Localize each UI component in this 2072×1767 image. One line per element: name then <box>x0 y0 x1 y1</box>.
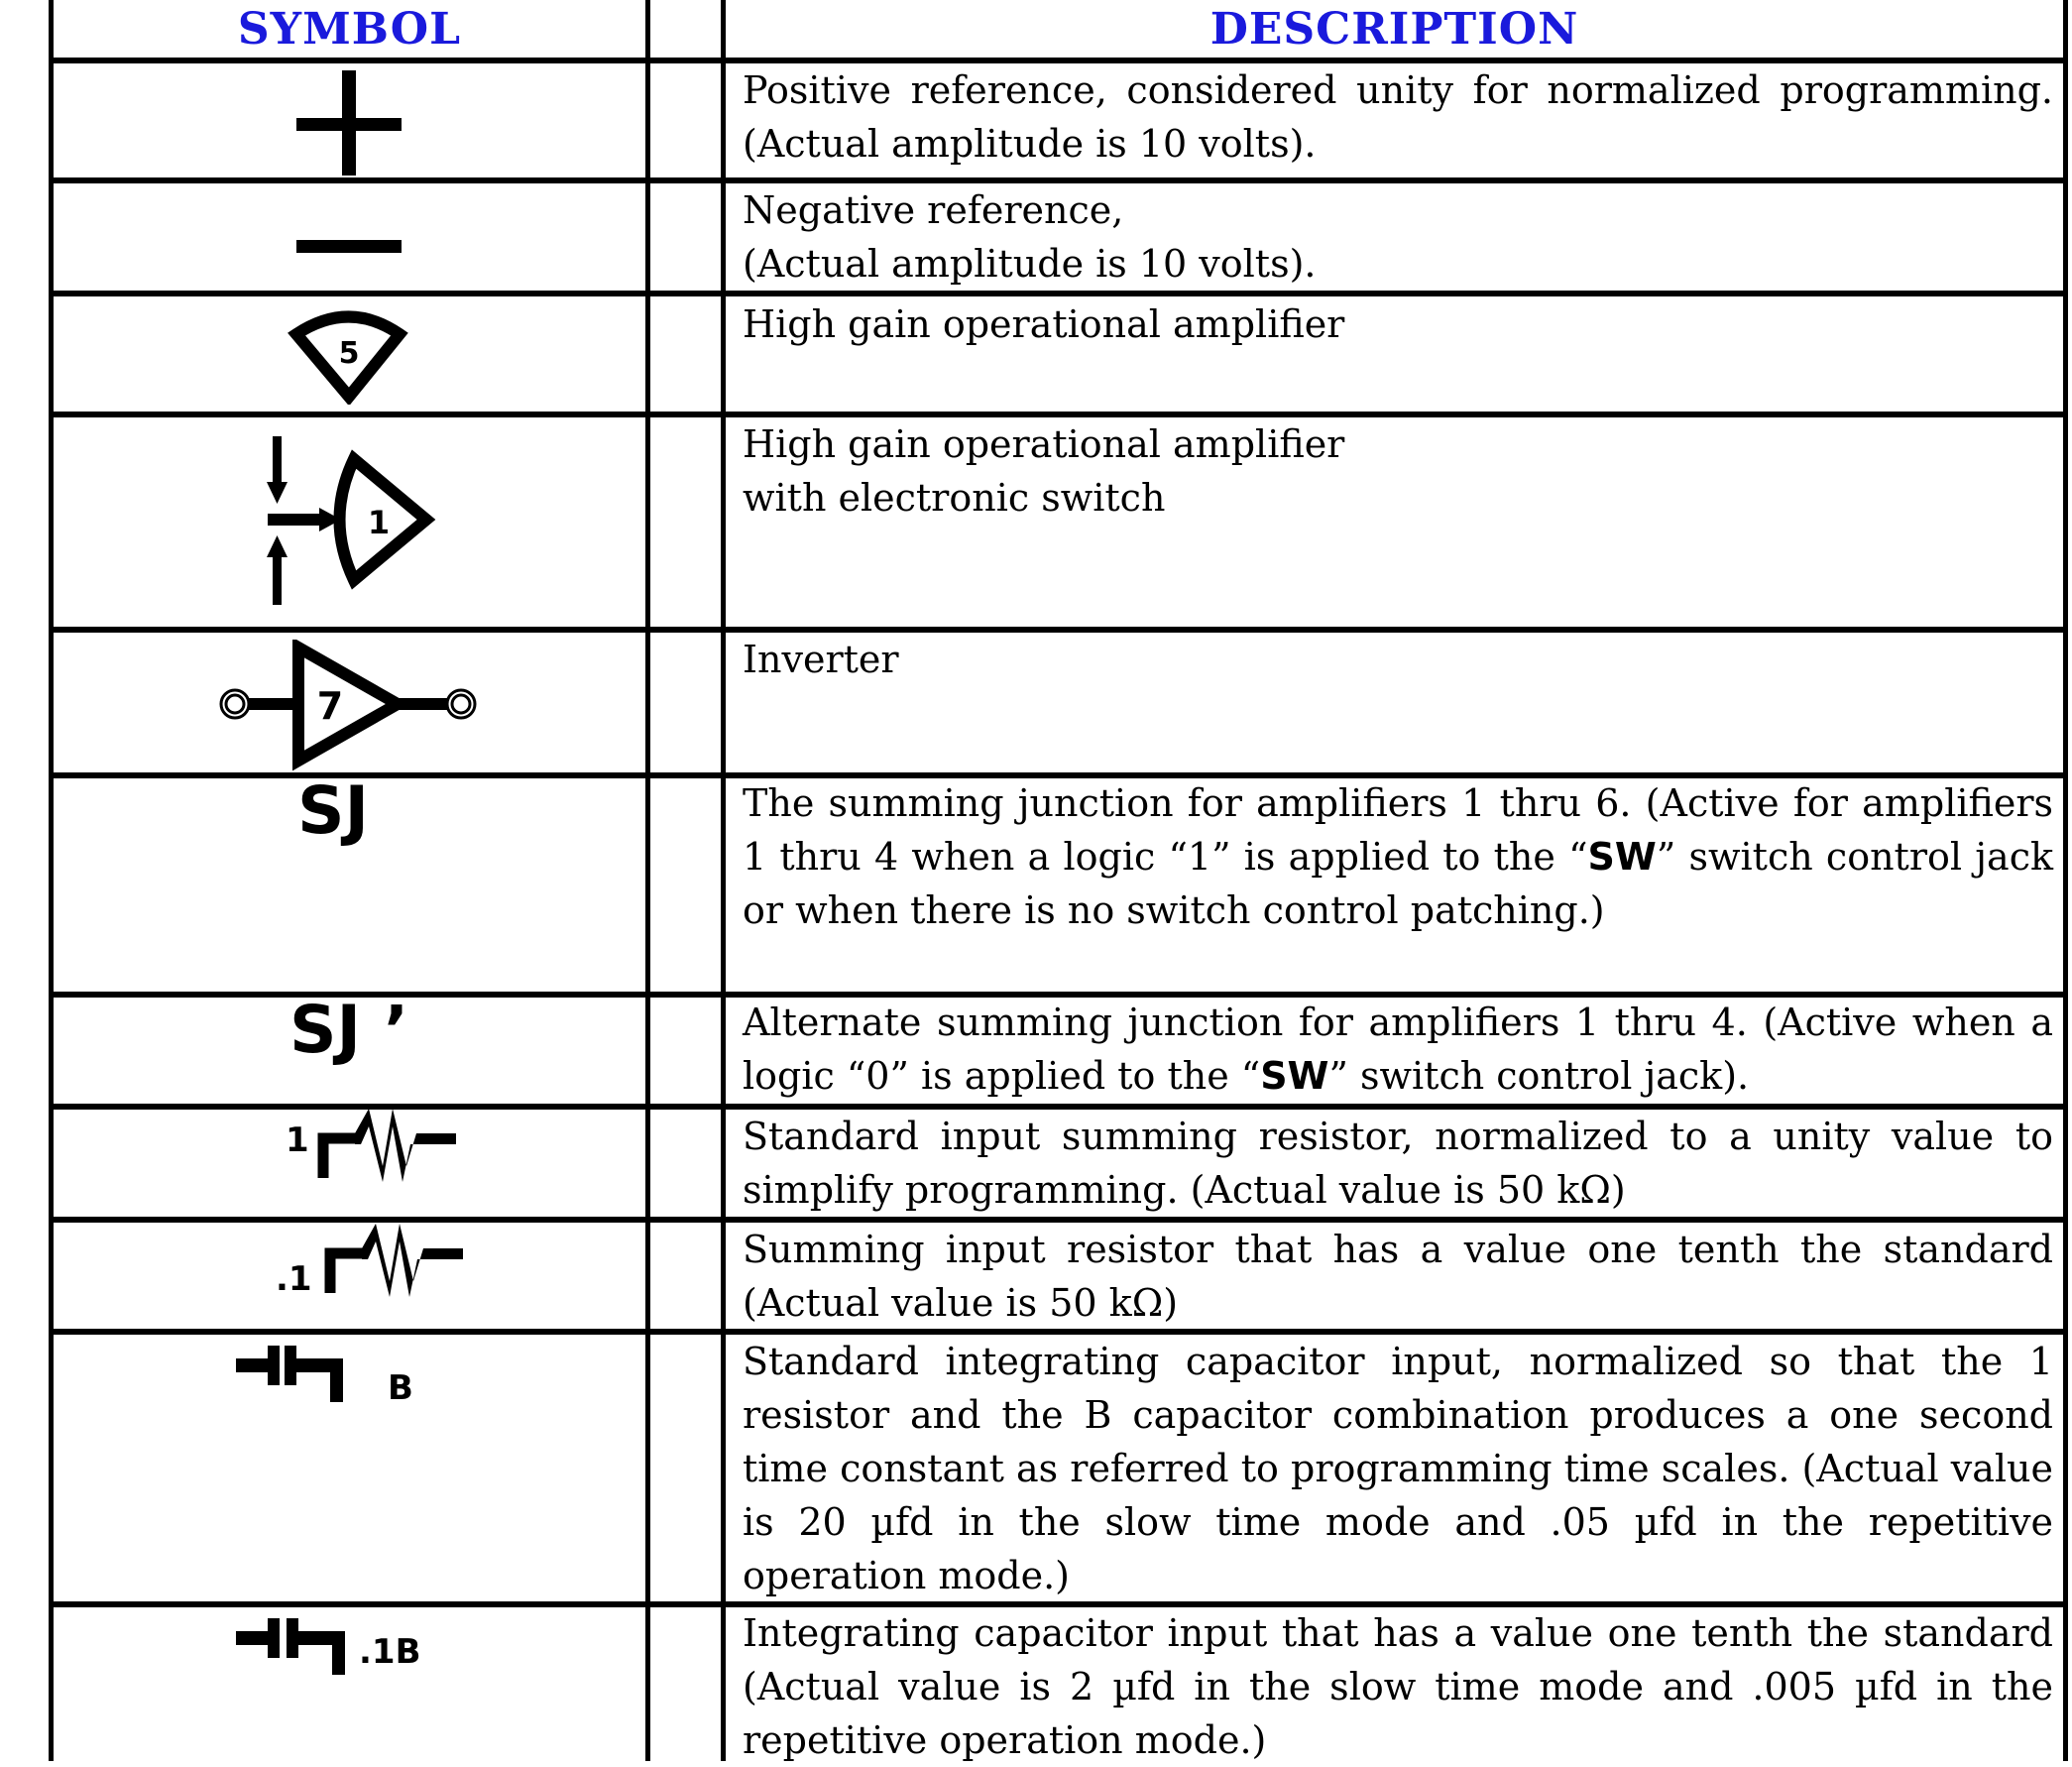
row-description: Standard integrating capacitor input, normalized so that the 1 resistor and the B capacitor combination produces a one second time constant as referred to programming time scales. (Actual value is 20 µfd in the slow time mode and .05 µfd in the repetitive operation mode.) <box>743 1340 2053 1597</box>
summing-junction-symbol: SJ <box>297 772 370 849</box>
capacitor-icon <box>234 1616 353 1686</box>
row-description <box>743 776 2053 937</box>
resistor-icon <box>317 1107 466 1186</box>
column-divider-2 <box>721 0 726 1761</box>
table-border-right <box>2063 0 2068 1761</box>
plus-icon <box>288 64 416 183</box>
column-header-description: DESCRIPTION <box>1209 4 1579 55</box>
capacitor-value-label: B <box>388 1368 413 1408</box>
row-description: Standard input summing resistor, normalized to a unity value to simplify programming. (Actual value is 50 kΩ) <box>743 1115 2053 1212</box>
description-line: High gain operational amplifier <box>743 422 1345 466</box>
resistor-icon <box>324 1222 473 1301</box>
table-border-left <box>49 0 54 1761</box>
row-description: Inverter <box>743 638 899 681</box>
inverter-icon <box>213 640 481 773</box>
svg-text:1: 1 <box>367 504 391 541</box>
row-description <box>743 417 2053 525</box>
sw-label: SW <box>1587 835 1657 879</box>
opamp-switch-icon <box>258 426 456 615</box>
opamp-icon <box>288 305 410 405</box>
row-description <box>743 183 2053 291</box>
capacitor-value-label: .1B <box>359 1632 421 1672</box>
description-text: ” switch control jack). <box>1328 1054 1750 1098</box>
alternate-summing-junction-symbol: SJ ’ <box>289 992 409 1068</box>
row-description: Positive reference, considered unity for normalized programming. (Actual amplitude is 10 volts). <box>743 68 2053 166</box>
svg-text:7: 7 <box>316 684 344 728</box>
row-divider <box>49 291 2068 296</box>
description-text: The summing junction for amplifiers 1 thru 6. (Active for amplifiers 1 thru 4 when a logic “1” is applied to the “ <box>743 781 2053 879</box>
row-description: High gain operational amplifier <box>743 302 1345 346</box>
description-line: (Actual amplitude is 10 volts). <box>743 242 1317 286</box>
resistor-value-label: .1 <box>276 1259 312 1299</box>
row-description <box>743 996 2053 1103</box>
capacitor-icon <box>234 1344 353 1413</box>
minus-icon <box>288 228 416 268</box>
row-description: Integrating capacitor input that has a value one tenth the standard (Actual value is 2 µfd in the slow time mode and .005 µfd in the repetitive operation mode.) <box>743 1611 2053 1762</box>
column-divider-1 <box>645 0 650 1761</box>
description-line: Negative reference, <box>743 188 1124 232</box>
sw-label: SW <box>1260 1054 1329 1098</box>
description-text: Alternate summing junction for amplifiers 1 thru 4. (Active when a logic “0” is applied to the “ <box>743 1001 2053 1098</box>
description-text: ” switch control jack or when there is no switch control patching.) <box>743 835 2054 932</box>
column-header-symbol: SYMBOL <box>237 4 462 55</box>
resistor-value-label: 1 <box>286 1120 309 1160</box>
description-line: with electronic switch <box>743 476 1166 520</box>
row-description: Summing input resistor that has a value one tenth the standard (Actual value is 50 kΩ) <box>743 1228 2053 1325</box>
svg-text:5: 5 <box>338 336 360 371</box>
